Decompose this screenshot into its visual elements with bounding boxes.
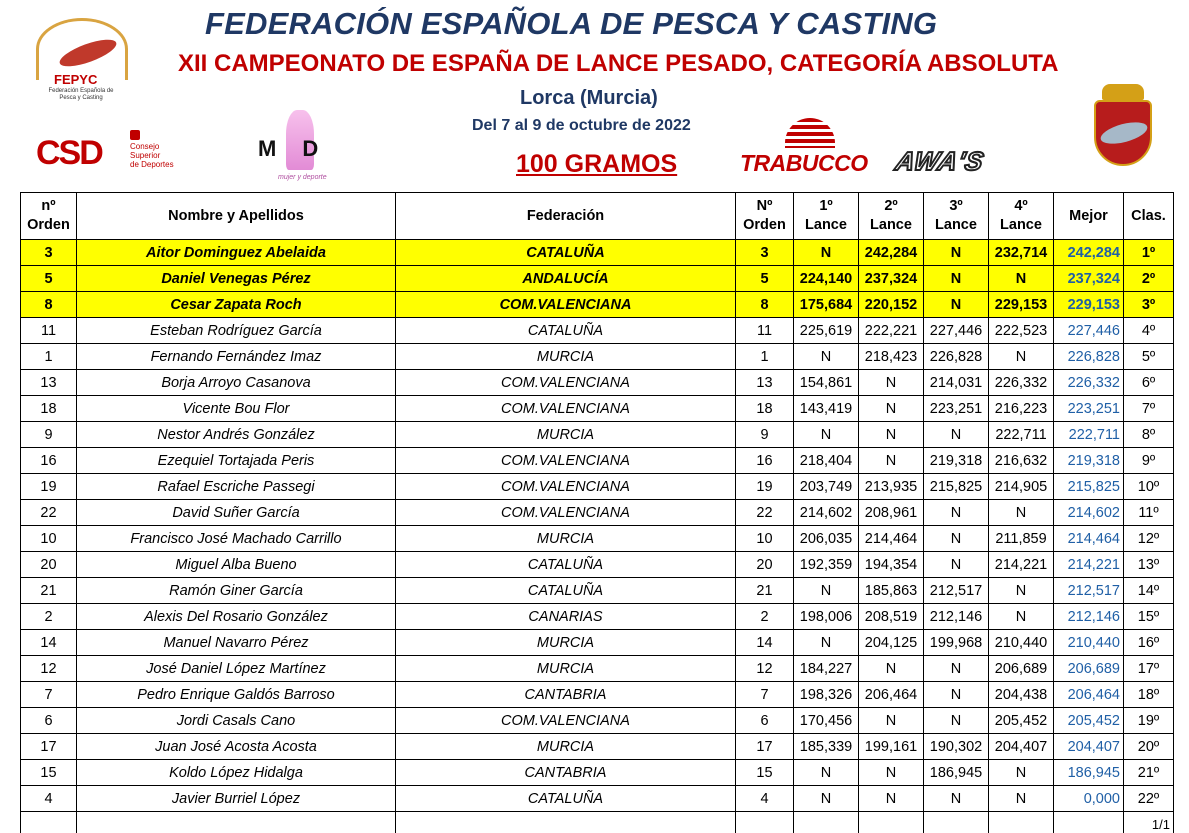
- row-name: Koldo López Hidalga: [77, 760, 396, 786]
- results-table: [20, 192, 1174, 833]
- row-lance-4: N: [989, 760, 1054, 786]
- row-clas: 21º: [1124, 760, 1174, 786]
- row-name: Rafael Escriche Passegi: [77, 474, 396, 500]
- row-lance-4: 222,711: [989, 422, 1054, 448]
- row-no-orden: 6: [736, 708, 794, 734]
- blank-cell: [21, 812, 77, 833]
- row-no-orden: 11: [736, 318, 794, 344]
- row-lance-1: 224,140: [794, 266, 859, 292]
- row-lance-1: 192,359: [794, 552, 859, 578]
- row-orden: 4: [21, 786, 77, 812]
- row-best: 219,318: [1054, 448, 1124, 474]
- row-lance-1: 214,602: [794, 500, 859, 526]
- header-lance-1: 1º Lance: [794, 193, 859, 240]
- row-no-orden: 19: [736, 474, 794, 500]
- row-lance-4: N: [989, 344, 1054, 370]
- row-federation: MURCIA: [396, 422, 736, 448]
- table-row: [21, 344, 1174, 370]
- row-lance-4: 211,859: [989, 526, 1054, 552]
- row-lance-3: N: [924, 292, 989, 318]
- row-lance-3: 215,825: [924, 474, 989, 500]
- row-best: 229,153: [1054, 292, 1124, 318]
- row-best: 242,284: [1054, 240, 1124, 266]
- row-lance-2: N: [859, 708, 924, 734]
- table-footer-row: [21, 812, 1174, 833]
- row-lance-3: N: [924, 422, 989, 448]
- row-federation: COM.VALENCIANA: [396, 370, 736, 396]
- table-row: [21, 630, 1174, 656]
- row-federation: COM.VALENCIANA: [396, 500, 736, 526]
- trabucco-label: TRABUCCO: [740, 150, 868, 176]
- row-lance-2: 208,519: [859, 604, 924, 630]
- row-lance-2: 214,464: [859, 526, 924, 552]
- row-federation: MURCIA: [396, 630, 736, 656]
- row-lance-1: N: [794, 760, 859, 786]
- row-lance-1: N: [794, 240, 859, 266]
- row-lance-3: 190,302: [924, 734, 989, 760]
- row-best: 212,146: [1054, 604, 1124, 630]
- row-lance-3: 186,945: [924, 760, 989, 786]
- row-lance-1: N: [794, 630, 859, 656]
- row-lance-4: 232,714: [989, 240, 1054, 266]
- row-name: Cesar Zapata Roch: [77, 292, 396, 318]
- row-lance-2: 194,354: [859, 552, 924, 578]
- row-lance-3: N: [924, 526, 989, 552]
- mujer-y-deporte-logo-icon: [252, 108, 352, 186]
- fepyc-label: FEPYC: [54, 72, 98, 87]
- row-lance-3: 199,968: [924, 630, 989, 656]
- event-dates: Del 7 al 9 de octubre de 2022: [472, 117, 691, 134]
- row-clas: 2º: [1124, 266, 1174, 292]
- header-orden: nº Orden: [21, 193, 77, 240]
- row-federation: CANARIAS: [396, 604, 736, 630]
- row-name: David Suñer García: [77, 500, 396, 526]
- csd-logo-icon: [36, 126, 181, 176]
- row-best: 214,464: [1054, 526, 1124, 552]
- row-orden: 12: [21, 656, 77, 682]
- row-lance-1: 198,006: [794, 604, 859, 630]
- fepyc-sublabel: Federación Española de Pesca y Casting: [48, 88, 114, 101]
- csd-text: Consejo Superior de Deportes: [130, 142, 174, 169]
- row-no-orden: 17: [736, 734, 794, 760]
- row-orden: 10: [21, 526, 77, 552]
- row-lance-3: N: [924, 266, 989, 292]
- row-lance-4: 214,221: [989, 552, 1054, 578]
- row-orden: 14: [21, 630, 77, 656]
- row-best: 226,332: [1054, 370, 1124, 396]
- csd-mark: CSD: [36, 134, 102, 172]
- table-row: [21, 682, 1174, 708]
- row-lance-3: N: [924, 500, 989, 526]
- row-federation: MURCIA: [396, 526, 736, 552]
- row-no-orden: 21: [736, 578, 794, 604]
- row-orden: 11: [21, 318, 77, 344]
- row-lance-2: N: [859, 370, 924, 396]
- row-orden: 19: [21, 474, 77, 500]
- row-best: 204,407: [1054, 734, 1124, 760]
- row-name: Miguel Alba Bueno: [77, 552, 396, 578]
- table-row: [21, 760, 1174, 786]
- row-name: Vicente Bou Flor: [77, 396, 396, 422]
- md-mark: MD: [258, 136, 345, 161]
- row-name: Javier Burriel López: [77, 786, 396, 812]
- row-lance-3: N: [924, 240, 989, 266]
- row-lance-1: 203,749: [794, 474, 859, 500]
- awas-label: AWA'S: [892, 146, 988, 176]
- row-orden: 9: [21, 422, 77, 448]
- row-lance-4: 210,440: [989, 630, 1054, 656]
- row-no-orden: 3: [736, 240, 794, 266]
- row-no-orden: 13: [736, 370, 794, 396]
- row-clas: 13º: [1124, 552, 1174, 578]
- row-orden: 18: [21, 396, 77, 422]
- row-clas: 22º: [1124, 786, 1174, 812]
- row-lance-1: 206,035: [794, 526, 859, 552]
- row-clas: 11º: [1124, 500, 1174, 526]
- row-no-orden: 18: [736, 396, 794, 422]
- event-category: 100 GRAMOS: [516, 150, 678, 178]
- row-orden: 22: [21, 500, 77, 526]
- header-no-orden: Nº Orden: [736, 193, 794, 240]
- blank-cell: [77, 812, 396, 833]
- row-name: Pedro Enrique Galdós Barroso: [77, 682, 396, 708]
- row-lance-4: 216,632: [989, 448, 1054, 474]
- row-lance-2: 222,221: [859, 318, 924, 344]
- blank-cell: [924, 812, 989, 833]
- row-clas: 8º: [1124, 422, 1174, 448]
- row-best: 210,440: [1054, 630, 1124, 656]
- row-lance-2: 237,324: [859, 266, 924, 292]
- row-clas: 10º: [1124, 474, 1174, 500]
- row-lance-3: 226,828: [924, 344, 989, 370]
- row-clas: 18º: [1124, 682, 1174, 708]
- row-federation: COM.VALENCIANA: [396, 474, 736, 500]
- blank-cell: [396, 812, 736, 833]
- row-lance-3: N: [924, 708, 989, 734]
- row-clas: 5º: [1124, 344, 1174, 370]
- row-clas: 6º: [1124, 370, 1174, 396]
- row-clas: 9º: [1124, 448, 1174, 474]
- row-name: Jordi Casals Cano: [77, 708, 396, 734]
- header-lance-4: 4º Lance: [989, 193, 1054, 240]
- md-sublabel: mujer y deporte: [278, 174, 327, 181]
- table-row: [21, 656, 1174, 682]
- row-no-orden: 12: [736, 656, 794, 682]
- page-title: FEDERACIÓN ESPAÑOLA DE PESCA Y CASTING: [205, 6, 938, 41]
- row-lance-4: N: [989, 266, 1054, 292]
- row-best: 222,711: [1054, 422, 1124, 448]
- row-lance-1: 184,227: [794, 656, 859, 682]
- table-row: [21, 708, 1174, 734]
- row-lance-2: 213,935: [859, 474, 924, 500]
- table-row: [21, 552, 1174, 578]
- row-clas: 4º: [1124, 318, 1174, 344]
- row-lance-2: N: [859, 786, 924, 812]
- blank-cell: [859, 812, 924, 833]
- row-best: 237,324: [1054, 266, 1124, 292]
- row-federation: COM.VALENCIANA: [396, 708, 736, 734]
- row-best: 214,602: [1054, 500, 1124, 526]
- table-row: [21, 422, 1174, 448]
- header-federation: Federación: [396, 193, 736, 240]
- row-lance-2: 199,161: [859, 734, 924, 760]
- row-lance-4: 206,689: [989, 656, 1054, 682]
- row-no-orden: 2: [736, 604, 794, 630]
- row-lance-3: 212,517: [924, 578, 989, 604]
- row-orden: 7: [21, 682, 77, 708]
- table-row: [21, 474, 1174, 500]
- row-lance-1: 175,684: [794, 292, 859, 318]
- row-no-orden: 8: [736, 292, 794, 318]
- row-lance-1: N: [794, 344, 859, 370]
- row-lance-3: N: [924, 656, 989, 682]
- row-federation: ANDALUCÍA: [396, 266, 736, 292]
- row-lance-2: N: [859, 760, 924, 786]
- row-best: 206,689: [1054, 656, 1124, 682]
- row-federation: CATALUÑA: [396, 552, 736, 578]
- row-lance-4: N: [989, 604, 1054, 630]
- row-orden: 5: [21, 266, 77, 292]
- row-orden: 1: [21, 344, 77, 370]
- row-federation: COM.VALENCIANA: [396, 396, 736, 422]
- row-best: 205,452: [1054, 708, 1124, 734]
- row-name: José Daniel López Martínez: [77, 656, 396, 682]
- row-lance-2: N: [859, 422, 924, 448]
- row-lance-1: 225,619: [794, 318, 859, 344]
- row-orden: 6: [21, 708, 77, 734]
- row-best: 212,517: [1054, 578, 1124, 604]
- row-federation: CATALUÑA: [396, 240, 736, 266]
- row-name: Daniel Venegas Pérez: [77, 266, 396, 292]
- row-lance-3: N: [924, 786, 989, 812]
- row-lance-3: N: [924, 552, 989, 578]
- blank-cell: [794, 812, 859, 833]
- row-lance-2: 208,961: [859, 500, 924, 526]
- row-best: 214,221: [1054, 552, 1124, 578]
- row-federation: MURCIA: [396, 344, 736, 370]
- row-lance-4: 205,452: [989, 708, 1054, 734]
- row-clas: 1º: [1124, 240, 1174, 266]
- table-row: [21, 500, 1174, 526]
- blank-cell: [1054, 812, 1124, 833]
- header-clas: Clas.: [1124, 193, 1174, 240]
- row-lance-4: 216,223: [989, 396, 1054, 422]
- row-best: 206,464: [1054, 682, 1124, 708]
- page-header: [0, 0, 1189, 192]
- row-clas: 20º: [1124, 734, 1174, 760]
- row-lance-3: 212,146: [924, 604, 989, 630]
- table-row: [21, 604, 1174, 630]
- blank-cell: [989, 812, 1054, 833]
- row-lance-4: N: [989, 578, 1054, 604]
- row-lance-3: 214,031: [924, 370, 989, 396]
- row-lance-4: 226,332: [989, 370, 1054, 396]
- row-lance-2: 242,284: [859, 240, 924, 266]
- row-best: 0,000: [1054, 786, 1124, 812]
- row-best: 186,945: [1054, 760, 1124, 786]
- row-clas: 12º: [1124, 526, 1174, 552]
- row-lance-1: N: [794, 422, 859, 448]
- trabucco-logo-icon: [740, 118, 880, 176]
- row-name: Manuel Navarro Pérez: [77, 630, 396, 656]
- row-best: 226,828: [1054, 344, 1124, 370]
- row-no-orden: 20: [736, 552, 794, 578]
- row-clas: 7º: [1124, 396, 1174, 422]
- event-location: Lorca (Murcia): [520, 87, 658, 109]
- row-no-orden: 5: [736, 266, 794, 292]
- table-row: [21, 526, 1174, 552]
- row-federation: CANTABRIA: [396, 682, 736, 708]
- row-orden: 20: [21, 552, 77, 578]
- row-federation: CANTABRIA: [396, 760, 736, 786]
- row-lance-1: 185,339: [794, 734, 859, 760]
- row-lance-1: 154,861: [794, 370, 859, 396]
- row-orden: 2: [21, 604, 77, 630]
- row-lance-3: 223,251: [924, 396, 989, 422]
- row-lance-3: 219,318: [924, 448, 989, 474]
- row-clas: 14º: [1124, 578, 1174, 604]
- row-federation: CATALUÑA: [396, 318, 736, 344]
- row-lance-2: 204,125: [859, 630, 924, 656]
- row-name: Francisco José Machado Carrillo: [77, 526, 396, 552]
- awas-logo-icon: [892, 146, 1042, 176]
- row-lance-2: N: [859, 448, 924, 474]
- row-clas: 15º: [1124, 604, 1174, 630]
- row-best: 215,825: [1054, 474, 1124, 500]
- table-row: [21, 786, 1174, 812]
- row-lance-3: N: [924, 682, 989, 708]
- row-no-orden: 16: [736, 448, 794, 474]
- row-lance-1: 218,404: [794, 448, 859, 474]
- row-no-orden: 7: [736, 682, 794, 708]
- row-name: Nestor Andrés González: [77, 422, 396, 448]
- row-lance-4: N: [989, 786, 1054, 812]
- table-row: [21, 318, 1174, 344]
- row-best: 227,446: [1054, 318, 1124, 344]
- row-lance-1: 143,419: [794, 396, 859, 422]
- row-orden: 21: [21, 578, 77, 604]
- table-row: [21, 734, 1174, 760]
- row-clas: 3º: [1124, 292, 1174, 318]
- row-lance-1: N: [794, 786, 859, 812]
- row-name: Esteban Rodríguez García: [77, 318, 396, 344]
- table-row: [21, 292, 1174, 318]
- header-lance-3: 3º Lance: [924, 193, 989, 240]
- row-lance-1: 198,326: [794, 682, 859, 708]
- row-name: Borja Arroyo Casanova: [77, 370, 396, 396]
- row-lance-4: 229,153: [989, 292, 1054, 318]
- row-no-orden: 15: [736, 760, 794, 786]
- row-lance-1: N: [794, 578, 859, 604]
- table-row: [21, 266, 1174, 292]
- row-name: Ezequiel Tortajada Peris: [77, 448, 396, 474]
- row-no-orden: 14: [736, 630, 794, 656]
- championship-title: XII CAMPEONATO DE ESPAÑA DE LANCE PESADO, CATEGORÍA ABSOLUTA: [178, 50, 1059, 77]
- header-best: Mejor: [1054, 193, 1124, 240]
- row-federation: MURCIA: [396, 734, 736, 760]
- row-lance-4: 204,438: [989, 682, 1054, 708]
- row-lance-2: 218,423: [859, 344, 924, 370]
- header-lance-2: 2º Lance: [859, 193, 924, 240]
- row-clas: 16º: [1124, 630, 1174, 656]
- row-lance-4: N: [989, 500, 1054, 526]
- row-orden: 13: [21, 370, 77, 396]
- row-orden: 17: [21, 734, 77, 760]
- row-federation: CATALUÑA: [396, 578, 736, 604]
- table-row: [21, 448, 1174, 474]
- row-name: Aitor Dominguez Abelaida: [77, 240, 396, 266]
- row-no-orden: 1: [736, 344, 794, 370]
- row-best: 223,251: [1054, 396, 1124, 422]
- row-lance-4: 214,905: [989, 474, 1054, 500]
- row-federation: COM.VALENCIANA: [396, 292, 736, 318]
- row-lance-3: 227,446: [924, 318, 989, 344]
- fepyc-logo-icon: [28, 18, 133, 102]
- row-lance-2: N: [859, 656, 924, 682]
- row-no-orden: 4: [736, 786, 794, 812]
- row-orden: 8: [21, 292, 77, 318]
- row-orden: 3: [21, 240, 77, 266]
- row-lance-2: 220,152: [859, 292, 924, 318]
- row-clas: 19º: [1124, 708, 1174, 734]
- row-federation: COM.VALENCIANA: [396, 448, 736, 474]
- row-name: Alexis Del Rosario González: [77, 604, 396, 630]
- row-lance-2: 185,863: [859, 578, 924, 604]
- row-name: Juan José Acosta Acosta: [77, 734, 396, 760]
- row-orden: 16: [21, 448, 77, 474]
- row-orden: 15: [21, 760, 77, 786]
- row-lance-2: N: [859, 396, 924, 422]
- table-row: [21, 240, 1174, 266]
- row-lance-2: 206,464: [859, 682, 924, 708]
- row-lance-4: 222,523: [989, 318, 1054, 344]
- table-row: [21, 396, 1174, 422]
- row-no-orden: 9: [736, 422, 794, 448]
- row-no-orden: 22: [736, 500, 794, 526]
- table-row: [21, 578, 1174, 604]
- table-row: [21, 370, 1174, 396]
- page-number: 1/1: [1124, 812, 1174, 833]
- row-lance-1: 170,456: [794, 708, 859, 734]
- row-no-orden: 10: [736, 526, 794, 552]
- blank-cell: [736, 812, 794, 833]
- row-name: Ramón Giner García: [77, 578, 396, 604]
- row-clas: 17º: [1124, 656, 1174, 682]
- murcia-shield-icon: [1090, 84, 1156, 166]
- header-name: Nombre y Apellidos: [77, 193, 396, 240]
- row-federation: MURCIA: [396, 656, 736, 682]
- row-lance-4: 204,407: [989, 734, 1054, 760]
- row-federation: CATALUÑA: [396, 786, 736, 812]
- table-header-row: [21, 193, 1174, 240]
- row-name: Fernando Fernández Imaz: [77, 344, 396, 370]
